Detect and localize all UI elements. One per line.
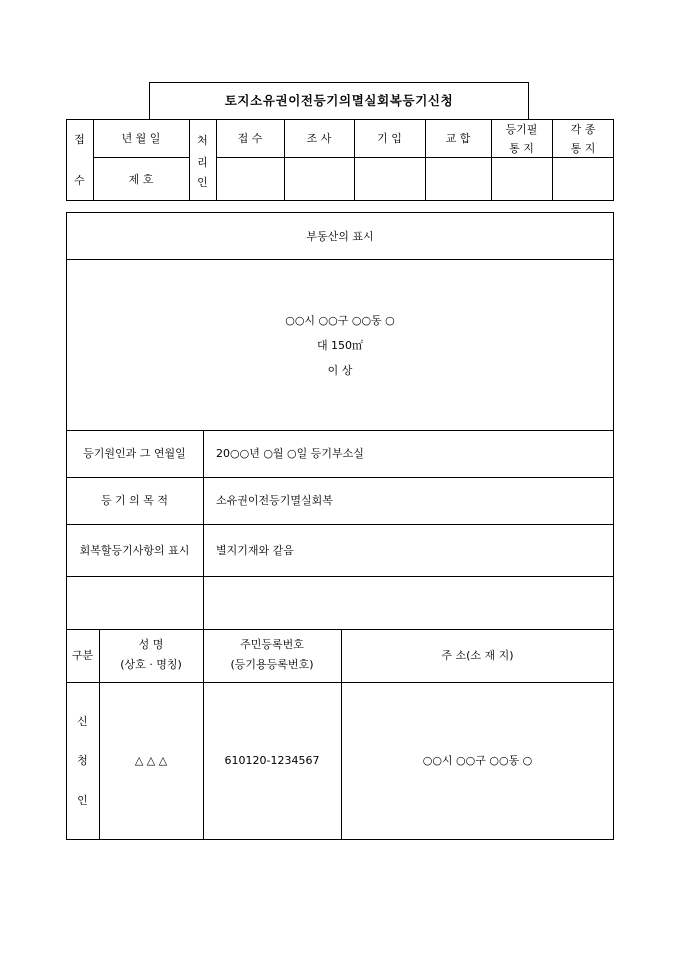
id-header-line1: 주민등록번호 [240,638,304,651]
cause-date-value: 20○○년 ○월 ○일 등기부소실 [216,447,364,460]
receipt-label-bottom: 수 [74,174,85,187]
name-header-line2: (상호 · 명칭) [120,658,182,671]
purpose-label: 등 기 의 목 적 [100,494,169,507]
stage-completion-notice-1: 등기필 [505,123,538,136]
stage-verification: 교 합 [445,132,471,145]
name-header-line1: 성 명 [138,638,164,651]
property-address: ○○시 ○○구 ○○동 ○ [285,314,395,327]
processor-char-3: 인 [197,176,208,189]
main-table [66,212,614,840]
applicant-id-number: 610120-1234567 [224,754,320,767]
applicant-address: ○○시 ○○구 ○○동 ○ [422,754,533,767]
applicant-label-1: 신 [77,715,88,728]
id-header-line2: (등기용등록번호) [230,658,314,671]
applicant-label-2: 청 [77,754,88,767]
applicant-name: △ △ △ [134,754,168,767]
division-header: 구분 [71,649,94,662]
receipt-date-label: 년 월 일 [121,132,161,145]
stage-various-notice-1: 각 종 [570,123,596,136]
receipt-label-top: 접 [74,133,85,146]
receipt-number-label: 제 호 [128,173,154,186]
property-end: 이 상 [327,364,353,377]
form-title: 토지소유권이전등기의멸실회복등기신청 [224,93,454,108]
stage-various-notice-2: 통 지 [570,142,596,155]
purpose-value: 소유권이전등기멸실회복 [216,494,333,507]
property-header: 부동산의 표시 [306,230,374,243]
restore-items-value: 별지기재와 같음 [216,544,294,557]
stage-completion-notice-2: 통 지 [509,142,534,155]
processor-char-1: 처 [197,134,208,147]
stage-investigation: 조 사 [306,132,332,145]
property-land: 대 150㎡ [316,339,364,352]
address-header: 주 소(소 재 지) [441,649,514,662]
cause-date-label: 등기원인과 그 연월일 [83,447,186,460]
stage-receipt: 접 수 [237,132,263,145]
applicant-label-3: 인 [77,794,88,807]
restore-items-label: 회복할등기사항의 표시 [79,544,190,557]
stage-entry: 기 입 [377,132,402,145]
processor-char-2: 리 [197,156,208,169]
